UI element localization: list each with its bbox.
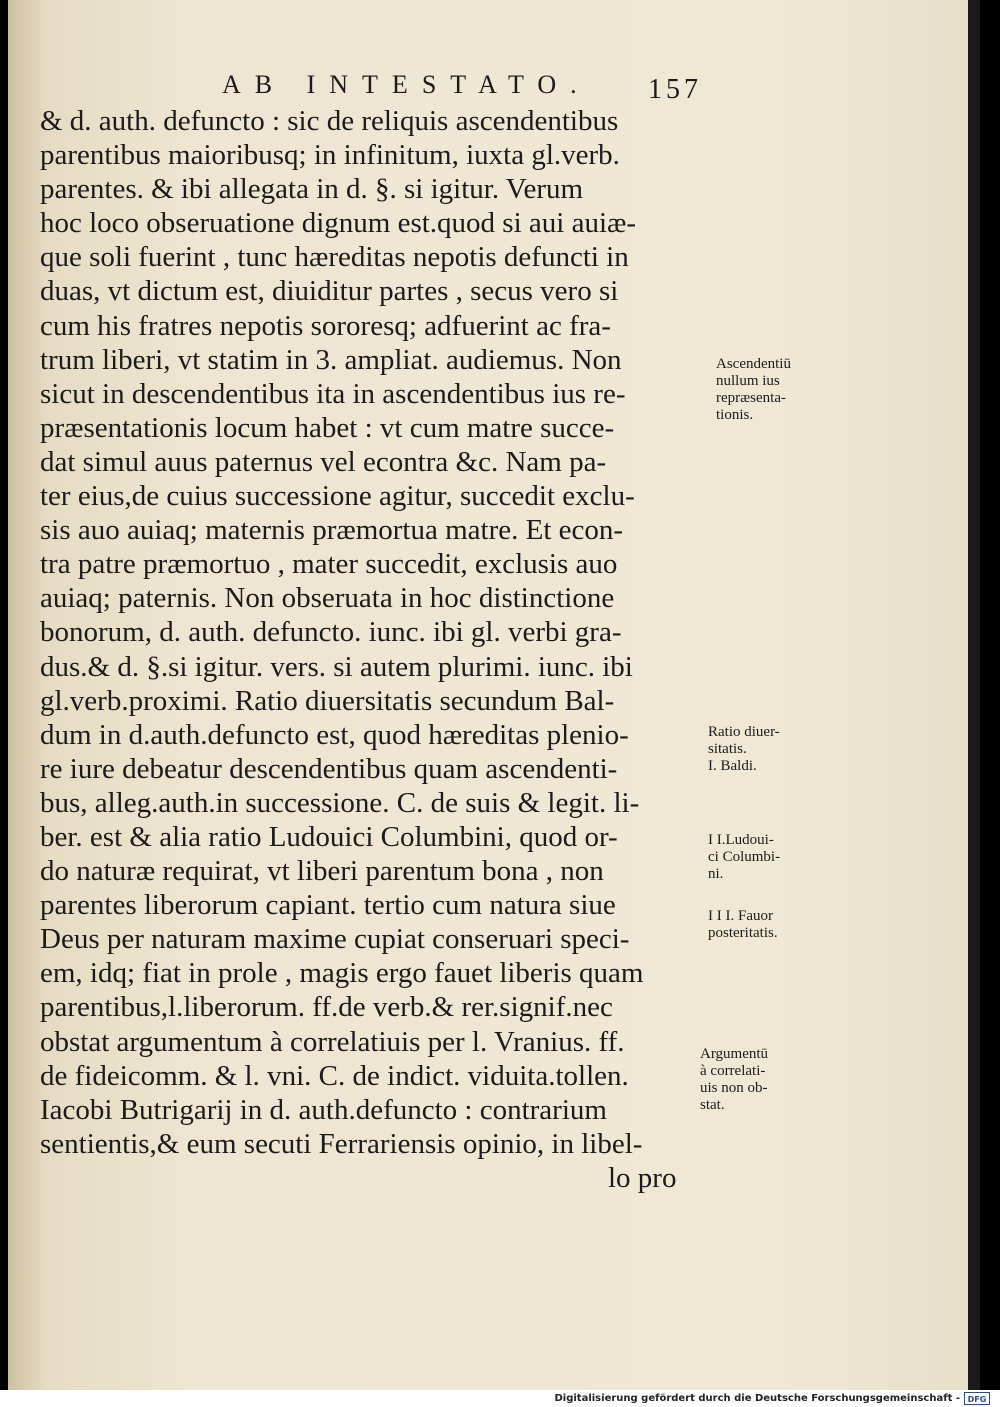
margin-note-columbini: I I.Ludoui- ci Columbi- ni. — [708, 832, 781, 882]
margin-note-ratio: Ratio diuer- sitatis. I. Baldi. — [708, 724, 780, 774]
text-line: duas, vt dictum est, diuiditur partes , secus vero si — [40, 275, 619, 308]
text-line: cum his fratres nepotis sororesq; adfuerint ac fra- — [40, 309, 611, 342]
text-line: lo pro — [608, 1161, 677, 1194]
text-line: præsentationis locum habet : vt cum matre succe- — [40, 411, 615, 444]
text-line: sis auo auiaq; maternis præmortua matre. Et econ- — [40, 514, 624, 547]
running-title: AB INTESTATO. — [222, 70, 591, 99]
text-line: parentibus maioribusq; in infinitum, iuxta gl.verb. — [40, 139, 620, 172]
text-line: sicut in descendentibus ita in ascendentibus ius re- — [40, 377, 626, 410]
text-line: & d. auth. defuncto : sic de reliquis ascendentibus — [40, 105, 619, 137]
footer-bar — [0, 1390, 1000, 1407]
text-line: re iure debeatur descendentibus quam ascendenti- — [40, 752, 618, 785]
text-line: tra patre præmortuo , mater succedit, exclusis auo — [40, 548, 618, 581]
text-line: que soli fuerint , tunc hæreditas nepotis defuncti in — [40, 241, 629, 274]
text-line: ber. est & alia ratio Ludouici Columbini, quod or- — [40, 820, 618, 853]
text-line: sentientis,& eum secuti Ferrariensis opinio, in libel- — [40, 1127, 643, 1160]
margin-note-fauor: I I I. Fauor posteritatis. — [708, 908, 778, 941]
text-line: trum liberi, vt statim in 3. ampliat. audiemus. Non — [40, 343, 622, 376]
text-line: parentibus,l.liberorum. ff.de verb.& rer.signif.nec — [40, 991, 613, 1024]
text-line: do naturæ requirat, vt liberi parentum bona , non — [40, 855, 604, 888]
text-line: bus, alleg.auth.in successione. C. de suis & legit. li- — [40, 786, 640, 819]
text-line: hoc loco obseruatione dignum est.quod si aui auiæ- — [40, 207, 637, 240]
funding-credit: Digitalisierung gefördert durch die Deutsche Forschungsgemeinschaft - — [554, 1393, 960, 1404]
page-edge — [968, 0, 980, 1390]
dfg-logo-icon: DFG — [964, 1392, 990, 1405]
main-text-block — [40, 104, 720, 1195]
text-line: ter eius,de cuius successione agitur, succedit exclu- — [40, 480, 635, 513]
text-line: gl.verb.proximi. Ratio diuersitatis secundum Bal- — [40, 684, 615, 717]
text-line: dus.& d. §.si igitur. vers. si autem plurimi. iunc. ibi — [40, 650, 633, 683]
text-line: auiaq; paternis. Non obseruata in hoc distinctione — [40, 582, 615, 615]
margin-note-ascendents: Ascendentiū nullum ius repræsenta- tionis. — [716, 356, 791, 423]
text-line: Deus per naturam maxime cupiat conseruari speci- — [40, 923, 630, 956]
text-line: dum in d.auth.defuncto est, quod hæreditas plenio- — [40, 718, 629, 751]
text-line: parentes liberorum capiant. tertio cum natura siue — [40, 889, 616, 922]
text-line: de fideicomm. & l. vni. C. de indict. viduita.tollen. — [40, 1059, 629, 1092]
text-line: Iacobi Butrigarij in d. auth.defuncto : contrarium — [40, 1093, 607, 1126]
text-line: em, idq; fiat in prole , magis ergo fauet liberis quam — [40, 957, 644, 990]
margin-note-argumentum: Argumentū à correlati- uis non ob- stat. — [700, 1046, 769, 1113]
text-line: dat simul auus paternus vel econtra &c. Nam pa- — [40, 445, 607, 478]
text-line: bonorum, d. auth. defuncto. iunc. ibi gl. verbi gra- — [40, 616, 622, 649]
text-line: parentes. & ibi allegata in d. §. si igitur. Verum — [40, 173, 584, 206]
page-number: 157 — [648, 74, 702, 105]
text-line: obstat argumentum à correlatiuis per l. Vranius. ff. — [40, 1025, 625, 1058]
